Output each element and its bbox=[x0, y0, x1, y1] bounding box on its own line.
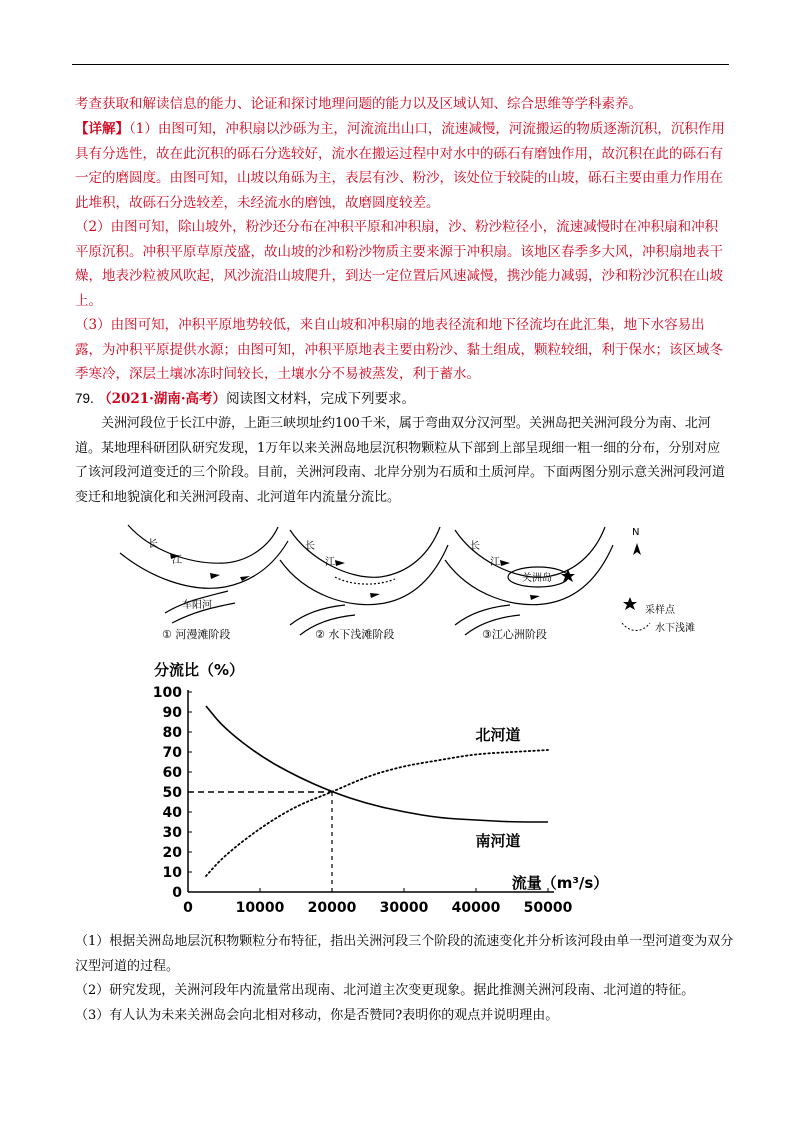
answer-part3-text: （3）由图可知，冲积平原地势较低，来自山坡和冲积扇的地表径流和地下径流均在此汇集，地下水容易出露，为冲积平原提供水源；由图可知，冲积平原地表主要由粉沙、黏土组成，颗粒较细，利于保水；该区域冬季寒冷，深层土壤冰冻时间较长，土壤水分不易被蒸发，利于蓄水。 bbox=[75, 317, 723, 382]
answer-part2-text: （2）由图可知，除山坡外，粉沙还分布在冲积平原和冲积扇，沙、粉沙粒径小，流速减慢时在冲积扇和冲积平原沉积。冲积平原草原茂盛，故山坡的沙和粉沙物质主要来源于冲积扇。该地区春季多大风，冲积扇地表干燥，地表沙粒被风吹起，风沙流沿山坡爬升，到达一定位置后风速减慢，携沙能力减弱，沙和粉沙沉积在山坡上。 bbox=[75, 219, 723, 309]
y-axis-label: 分流比（%） bbox=[154, 661, 245, 679]
map-label-jiang-1: 江 bbox=[172, 555, 182, 566]
map-label-chang-3: 长 bbox=[470, 541, 480, 552]
x-tick-label: 30000 bbox=[379, 900, 429, 916]
legend-shoal-label: 水下浅滩 bbox=[655, 623, 695, 634]
answer-part1 bbox=[75, 117, 730, 215]
question-3: （3）有人认为未来关洲岛会向北相对移动，你是否赞同?表明你的观点并说明理由。 bbox=[75, 1007, 559, 1023]
answer-intro bbox=[75, 92, 730, 117]
stage1-caption: ① 河漫滩阶段 bbox=[162, 628, 231, 641]
map-label-jiang-2: 江 bbox=[325, 557, 335, 568]
y-tick-label: 30 bbox=[162, 825, 182, 841]
stage3-caption: ③江心洲阶段 bbox=[482, 628, 547, 641]
y-tick-label: 20 bbox=[162, 845, 182, 861]
y-tick-label: 50 bbox=[162, 785, 182, 801]
y-tick-label: 100 bbox=[152, 685, 182, 701]
y-tick-label: 60 bbox=[162, 765, 182, 781]
map-label-jiang-3: 江 bbox=[490, 557, 500, 568]
answer-part3 bbox=[75, 313, 730, 387]
question-material-text: 关洲河段位于长江中游，上距三峡坝址约100千米，属于弯曲双分汉河型。关洲岛把关洲河段分为南、北河道。某地理科研团队研究发现，1万年以来关洲岛地层沉积物颗粒从下部到上部呈现细一粗一细的分布，分别对应了该河段河道变迁的三个阶段。目前，关洲河段南、北岸分别为石质和土质河岸。下面两图分别示意关洲河段河道变迁和地貌演化和关洲河段南、北河道年内流量分流比。 bbox=[75, 416, 726, 505]
question-header bbox=[75, 387, 730, 412]
question-2: （2）研究发现，关洲河段年内流量常出现南、北河道主次变更现象。据此推测关洲河段南、北河道的特征。 bbox=[75, 983, 695, 998]
series-line-0 bbox=[206, 750, 548, 876]
question-number: 79. bbox=[75, 391, 94, 406]
map-label-island: 关洲岛 bbox=[522, 573, 552, 584]
flow-split-chart bbox=[150, 655, 609, 925]
map-label-chang-2: 长 bbox=[305, 541, 315, 552]
answer-part2 bbox=[75, 215, 730, 313]
y-tick-label: 70 bbox=[162, 745, 182, 761]
x-axis-label: 流量（m³/s） bbox=[511, 874, 609, 892]
legend-sample-label: 采样点 bbox=[645, 605, 675, 616]
question-material bbox=[75, 412, 730, 510]
series-label-1: 南河道 bbox=[475, 832, 521, 850]
detail-label: 【详解】 bbox=[75, 121, 129, 137]
map-label-cheyang-1: 车阳河 bbox=[182, 600, 212, 611]
question-list bbox=[75, 930, 735, 1028]
north-arrow-icon bbox=[633, 543, 641, 555]
y-tick-label: 90 bbox=[162, 705, 182, 721]
answer-part1-text: （1）由图可知，冲积扇以沙砾为主，河流流出山口，流速减慢，河流搬运的物质逐渐沉积，沉积作用具有分选性，故在此沉积的砾石分选较好，流水在搬运过程中对水中的砾石有磨蚀作用，故沉积在此的砾石有一定的磨圆度。由图可知，山坡以角砾为主，表层有沙、粉沙，该处位于较陡的山坡，砾石主要由重力作用在此堆积，故砾石分选较差，未经流水的磨蚀，故磨圆度较差。 bbox=[75, 121, 725, 211]
y-tick-label: 40 bbox=[162, 805, 182, 821]
y-tick-label: 80 bbox=[162, 725, 182, 741]
series-label-0: 北河道 bbox=[475, 726, 521, 744]
x-tick-label: 20000 bbox=[307, 900, 357, 916]
question-prompt: 阅读图文材料，完成下列要求。 bbox=[226, 391, 416, 407]
map-north-label: N bbox=[632, 527, 640, 538]
answer-intro-text: 考查获取和解读信息的能力、论证和探讨地理问题的能力以及区域认知、综合思维等学科素养。 bbox=[75, 96, 642, 112]
y-tick-label: 0 bbox=[172, 885, 182, 901]
x-tick-label: 10000 bbox=[235, 900, 285, 916]
map-label-chang-1: 长 bbox=[148, 539, 158, 550]
river-map-figure bbox=[110, 515, 695, 645]
question-1: （1）根据关洲岛地层沉积物颗粒分布特征，指出关洲河段三个阶段的流速变化并分析该河段由单一型河道变为双分汉型河道的过程。 bbox=[75, 934, 734, 974]
question-source: （2021·湖南·高考） bbox=[98, 391, 227, 407]
x-tick-label: 40000 bbox=[451, 900, 501, 916]
x-tick-label: 0 bbox=[183, 900, 193, 916]
header-rule bbox=[72, 64, 729, 65]
stage2-caption: ② 水下浅滩阶段 bbox=[315, 628, 395, 641]
y-tick-label: 10 bbox=[162, 865, 182, 881]
x-tick-label: 50000 bbox=[523, 900, 573, 916]
series-line-1 bbox=[206, 706, 548, 822]
